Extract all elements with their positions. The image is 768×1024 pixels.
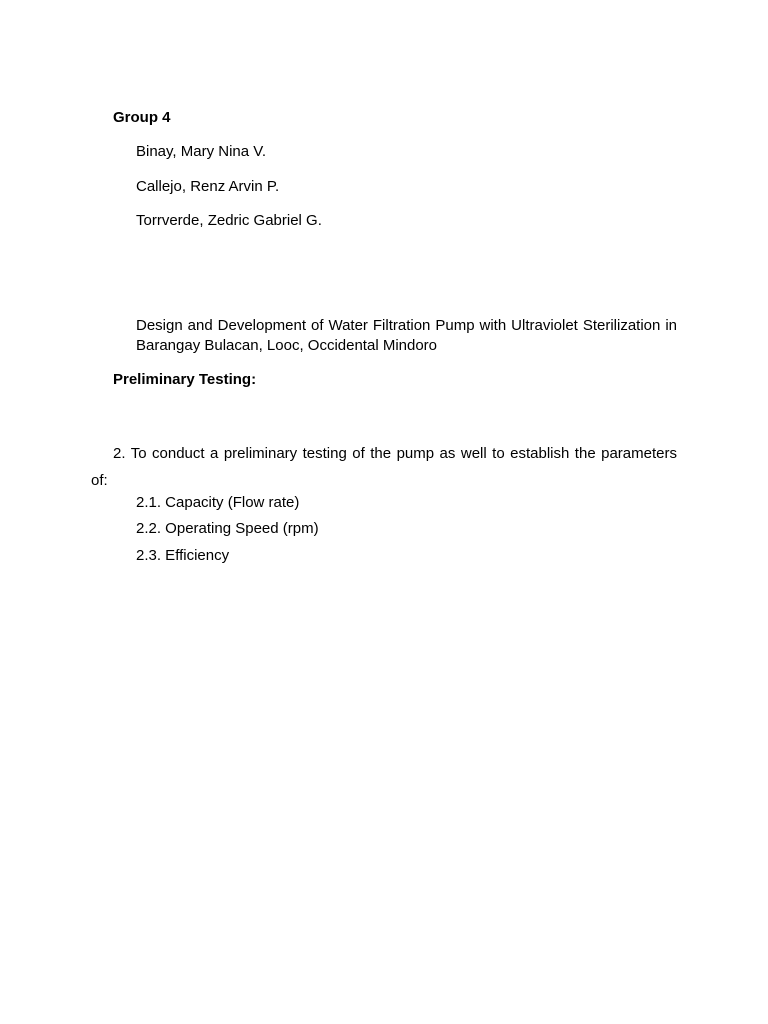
- project-title: Design and Development of Water Filtration Pump with Ultraviolet Sterilization in Barangay Bulacan, Looc, Occidental Mindoro: [136, 317, 677, 354]
- parameter-item: 2.1. Capacity (Flow rate): [136, 494, 300, 511]
- objective-paragraph: 2. To conduct a preliminary testing of the pump as well to establish the parameters of:: [91, 445, 677, 489]
- member-name: Callejo, Renz Arvin P.: [136, 178, 280, 195]
- section-heading: Preliminary Testing:: [113, 371, 257, 388]
- group-title: Group 4: [113, 109, 171, 126]
- parameter-item: 2.2. Operating Speed (rpm): [136, 520, 319, 537]
- member-name: Binay, Mary Nina V.: [136, 143, 267, 160]
- parameter-item: 2.3. Efficiency: [136, 547, 230, 564]
- member-name: Torrverde, Zedric Gabriel G.: [136, 212, 322, 229]
